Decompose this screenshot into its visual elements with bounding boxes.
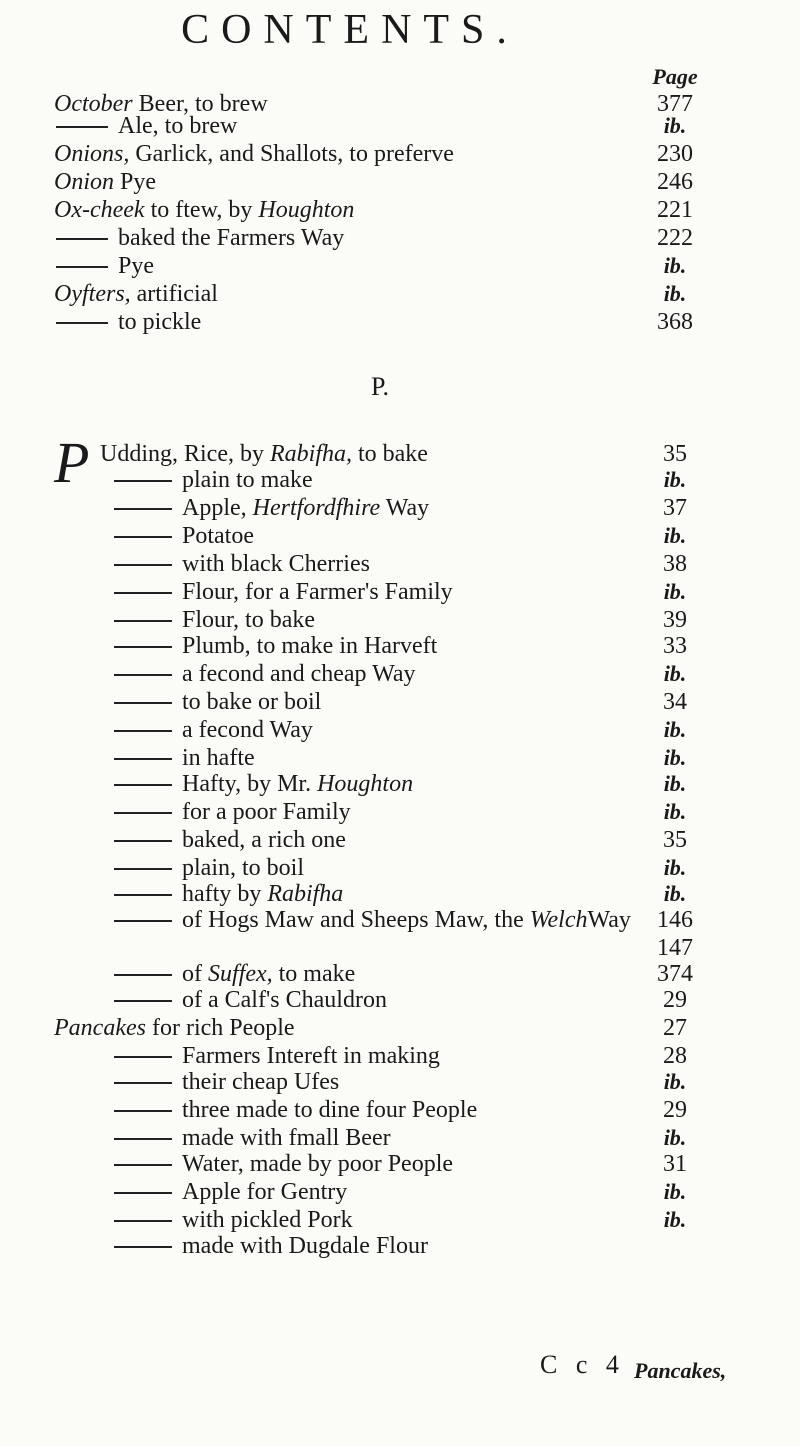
page-number: ib. [663,113,687,138]
ditto-dash [114,840,172,842]
contents-entry [0,494,800,522]
contents-entry [0,112,800,140]
entry-rest: three made to dine four People [182,1097,478,1123]
entry-text [118,252,154,280]
entry-lead: Pancakes [54,1015,146,1041]
page-number: 230 [657,141,693,167]
ditto-dash [114,1138,172,1140]
entry-text [100,440,428,468]
entry-text [182,1096,477,1124]
ditto-dash [114,646,172,648]
entry-rest: made with fmall Beer [182,1125,391,1151]
contents-entry [0,466,800,494]
entry-rest: Pye [114,169,156,195]
ditto-dash [114,730,172,732]
ditto-dash [56,126,108,128]
ditto-dash [114,1192,172,1194]
page-number: 147 [657,935,693,961]
entry-text [182,1068,339,1096]
contents-entry [0,252,800,280]
ditto-dash [114,1220,172,1222]
page-number: 368 [657,309,693,335]
contents-entry [0,280,800,308]
entry-rest: of a Calf's Chauldron [182,987,387,1013]
entry-rest: for a poor Family [182,799,351,825]
contents-entry [0,632,800,660]
contents-entry [0,578,800,606]
entry-rest: Apple for Gentry [182,1179,348,1205]
contents-entry [0,1206,800,1234]
entry-rest: Flour, to bake [182,607,316,633]
entry-rest-2: to bake [351,441,428,467]
page-column-label: Page [652,64,698,89]
entry-rest: Pye [118,253,154,279]
entry-rest: Plumb, to make in Harveft [182,633,438,659]
entry-text [54,1014,295,1042]
entry-text [182,798,351,826]
page-number: 29 [663,987,687,1013]
ditto-dash [114,894,172,896]
entry-lead: Onions, [54,141,130,167]
contents-entry [0,660,800,688]
entry-rest: their cheap Ufes [182,1069,340,1095]
ditto-dash [114,784,172,786]
entry-rest: Potatoe [182,523,254,549]
ditto-dash [114,1082,172,1084]
ditto-dash [114,480,172,482]
entry-rest: to ftew, by [144,197,259,223]
entry-lead: Ox-cheek [54,197,145,223]
entry-rest: with pickled Pork [182,1207,353,1233]
contents-entry [0,1150,800,1178]
ditto-dash [114,920,172,922]
entry-rest: Farmers Intereft in making [182,1043,440,1069]
entry-text [182,578,453,606]
entry-rest-2: Way [587,907,631,933]
contents-entry [0,798,800,826]
ditto-dash [114,620,172,622]
ditto-dash [114,974,172,976]
entry-italic: Hertfordfhire [252,495,381,521]
entry-text [182,854,304,882]
contents-entry [0,140,800,168]
entry-rest: in hafte [182,745,255,771]
entry-rest: Apple, [182,495,253,521]
contents-entry [0,606,800,634]
entry-text [54,196,354,224]
contents-entry [0,1178,800,1206]
page-number: ib. [663,745,687,770]
contents-entry [0,168,800,196]
ditto-dash [114,592,172,594]
entry-rest: baked the Farmers Way [118,225,345,251]
page-number: 377 [657,91,693,117]
ditto-dash [114,536,172,538]
entry-text [182,986,387,1014]
contents-entry [0,854,800,882]
signature-mark: C c 4 [540,1350,625,1379]
contents-entry [0,826,800,854]
entry-rest: with black Cherries [182,551,370,577]
catchword: Pancakes, [634,1358,727,1383]
entry-text [182,1206,353,1234]
entry-rest: plain, to boil [182,855,304,881]
contents-entry [0,1068,800,1096]
entry-text [182,1178,347,1206]
page-number: ib. [663,1069,687,1094]
entry-text [182,1232,428,1260]
page-number: 246 [657,169,693,195]
page-number: 37 [663,495,687,521]
page-number: 29 [663,1097,687,1123]
page-number: 33 [663,633,687,659]
entry-rest: made with Dugdale Flour [182,1233,428,1259]
ditto-dash [114,1110,172,1112]
page-heading: CONTENTS. [181,7,519,53]
contents-entry [0,744,800,772]
entry-rest: Ale, to brew [118,113,238,139]
entry-text [182,770,413,798]
page-number: 35 [663,827,687,853]
contents-entry [0,1014,800,1042]
page-number: 28 [663,1043,687,1069]
entry-rest: of Hogs Maw and Sheeps Maw, the [182,907,530,933]
entry-rest: a fecond Way [182,717,313,743]
entry-italic: Welch [529,907,588,933]
ditto-dash [114,508,172,510]
entry-rest: for rich People [145,1015,295,1041]
ditto-dash [56,238,108,240]
contents-entry [0,224,800,252]
ditto-dash [114,564,172,566]
entry-text [182,906,631,934]
entry-rest: artificial [130,281,218,307]
entry-italic: Rabifha [267,881,344,907]
contents-entry [0,308,800,336]
page-number: 221 [657,197,693,223]
entry-rest: Water, made by poor People [182,1151,454,1177]
entry-rest: to bake or boil [182,689,322,715]
entry-lead: Oyfters, [54,281,131,307]
page-number: 35 [663,441,687,467]
entry-rest: Udding, Rice, by [100,441,270,467]
entry-rest-2: to make [272,961,356,987]
entry-text [54,168,156,196]
ditto-dash [56,266,108,268]
ditto-dash [114,674,172,676]
page-number: 222 [657,225,693,251]
entry-text [182,466,313,494]
contents-entry [0,770,800,798]
entry-rest: hafty by [182,881,268,907]
page-number: ib. [663,253,687,278]
page-number: ib. [663,523,687,548]
section-letter: P. [370,372,390,401]
entry-text [182,606,315,634]
entry-text [182,716,313,744]
entry-rest: to pickle [118,309,202,335]
entry-text [182,744,255,772]
entry-rest: Beer, to brew [132,91,268,117]
contents-entry [0,1232,800,1260]
entry-rest: plain to make [182,467,313,493]
contents-entry [0,1124,800,1152]
entry-text [118,112,237,140]
page-number: ib. [663,467,687,492]
page-number: 34 [663,689,687,715]
contents-entry [0,880,800,908]
ditto-dash [114,1246,172,1248]
entry-text [182,1124,391,1152]
entry-text [182,632,437,660]
entry-text [118,224,344,252]
entry-rest: baked, a rich one [182,827,346,853]
page-number: ib. [663,717,687,742]
entry-text [182,494,429,522]
contents-entry [0,716,800,744]
page-number: ib. [663,855,687,880]
contents-entry [0,440,800,468]
entry-italic: Houghton [317,771,414,797]
entry-text [182,880,343,908]
entry-text [182,960,355,988]
drop-capital: P [54,430,90,495]
contents-entry [0,550,800,578]
ditto-dash [114,758,172,760]
contents-entry [0,986,800,1014]
page-number: ib. [663,579,687,604]
ditto-dash [56,322,108,324]
page-number: 39 [663,607,687,633]
page-number: 38 [663,551,687,577]
entry-text [118,308,201,336]
entry-rest: Garlick, and Shallots, to preferve [129,141,454,167]
page-number: ib. [663,661,687,686]
ditto-dash [114,1164,172,1166]
page-number: ib. [663,881,687,906]
entry-rest-2: Way [380,495,430,521]
entry-italic: Suffex, [208,961,273,987]
entry-text [182,550,370,578]
ditto-dash [114,702,172,704]
ditto-dash [114,812,172,814]
contents-entry [0,196,800,224]
entry-lead: October [54,91,133,117]
page-number: ib. [663,281,687,306]
entry-text [182,826,346,854]
contents-entry [0,960,800,988]
entry-text [182,1042,440,1070]
page-number: ib. [663,1207,687,1232]
entry-rest: Flour, for a Farmer's Family [182,579,453,605]
ditto-dash [114,868,172,870]
entry-italic: Houghton [258,197,355,223]
page-number: 374 [657,961,693,987]
entry-italic: Rabifha, [269,441,352,467]
entry-text [182,1150,453,1178]
contents-entry [0,906,800,934]
page-number: ib. [663,1179,687,1204]
contents-entry [0,934,800,962]
entry-text [54,140,454,168]
page-number: ib. [663,799,687,824]
entry-text [182,688,321,716]
contents-entry [0,1096,800,1124]
ditto-dash [114,1056,172,1058]
entry-rest: a fecond and cheap Way [182,661,416,687]
page-number: ib. [663,1125,687,1150]
contents-entry [0,688,800,716]
page-number: ib. [663,771,687,796]
page-number: 146 [657,907,693,933]
entry-text [182,522,254,550]
entry-text [54,280,218,308]
page-number: 31 [663,1151,687,1177]
entry-rest: Hafty, by Mr. [182,771,318,797]
entry-rest: of [182,961,208,987]
contents-entry [0,522,800,550]
contents-entry [0,1042,800,1070]
ditto-dash [114,1000,172,1002]
entry-lead: Onion [54,169,114,195]
entry-text [182,660,416,688]
page-number: 27 [663,1015,687,1041]
